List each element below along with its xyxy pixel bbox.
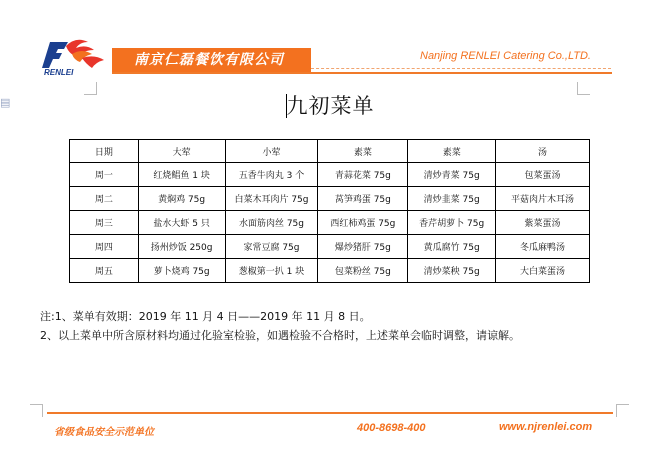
table-cell: 五香牛肉丸 3 个 xyxy=(225,163,318,187)
table-cell: 清炒青菜 75g xyxy=(408,163,496,187)
header-vegetable-2: 素菜 xyxy=(408,140,496,163)
table-cell: 清炒菜秧 75g xyxy=(408,259,496,283)
table-row xyxy=(70,211,590,235)
table-cell: 盐水大虾 5 只 xyxy=(138,211,225,235)
header-dashed-rule xyxy=(311,68,611,69)
footer-phone: 400-8698-400 xyxy=(357,422,426,434)
header-date: 日期 xyxy=(70,140,139,163)
crop-mark-bottom-left xyxy=(30,404,43,417)
table-cell: 青蒜花菜 75g xyxy=(318,163,408,187)
renlei-logo xyxy=(42,36,110,76)
table-cell: 包菜粉丝 75g xyxy=(318,259,408,283)
page-marker-icon: ▤ xyxy=(0,96,11,109)
table-cell: 平菇肉片木耳汤 xyxy=(496,187,590,211)
table-row xyxy=(70,259,590,283)
table-cell: 周一 xyxy=(70,163,139,187)
menu-title: 九初菜单 xyxy=(286,94,375,118)
menu-notes xyxy=(40,307,520,345)
footer-rule xyxy=(47,412,613,414)
table-cell: 香芹胡萝卜 75g xyxy=(408,211,496,235)
table-cell: 白菜木耳肉片 75g xyxy=(225,187,318,211)
menu-table xyxy=(69,139,590,283)
table-cell: 周四 xyxy=(70,235,139,259)
footer-slogan: 省级食品安全示范单位 xyxy=(54,427,154,438)
header-main-meat: 大荤 xyxy=(138,140,225,163)
table-cell: 葱椒第一扒 1 块 xyxy=(225,259,318,283)
logo-text: RENLEI xyxy=(44,68,74,76)
table-header-row xyxy=(70,140,590,163)
note-inspection: 2、以上菜单中所含原材料均通过化验室检验，如遇检验不合格时，上述菜单会临时调整，请谅解。 xyxy=(40,329,520,342)
table-cell: 黄瓜腐竹 75g xyxy=(408,235,496,259)
table-cell: 家常豆腐 75g xyxy=(225,235,318,259)
header-side-meat: 小荤 xyxy=(225,140,318,163)
crop-mark-bottom-right xyxy=(616,404,629,417)
table-cell: 周二 xyxy=(70,187,139,211)
table-row xyxy=(70,163,590,187)
table-cell: 水面筋肉丝 75g xyxy=(225,211,318,235)
table-cell: 大白菜蛋汤 xyxy=(496,259,590,283)
table-row xyxy=(70,187,590,211)
table-cell: 冬瓜麻鸭汤 xyxy=(496,235,590,259)
note-validity: 注:1、菜单有效期：2019 年 11 月 4 日——2019 年 11 月 8 日。 xyxy=(40,310,371,323)
table-cell: 红烧鲳鱼 1 块 xyxy=(138,163,225,187)
table-row xyxy=(70,235,590,259)
footer-url: www.njrenlei.com xyxy=(499,421,593,433)
header-vegetable-1: 素菜 xyxy=(318,140,408,163)
text-cursor xyxy=(286,94,287,118)
header-rule xyxy=(112,72,612,74)
table-cell: 爆炒猪肝 75g xyxy=(318,235,408,259)
table-cell: 萝卜烧鸡 75g xyxy=(138,259,225,283)
company-name-cn: 南京仁磊餐饮有限公司 xyxy=(134,52,284,68)
table-cell: 扬州炒饭 250g xyxy=(138,235,225,259)
table-cell: 包菜蛋汤 xyxy=(496,163,590,187)
table-cell: 清炒韭菜 75g xyxy=(408,187,496,211)
table-cell: 莴笋鸡蛋 75g xyxy=(318,187,408,211)
table-cell: 紫菜蛋汤 xyxy=(496,211,590,235)
table-cell: 周五 xyxy=(70,259,139,283)
table-cell: 黄焖鸡 75g xyxy=(138,187,225,211)
header-soup: 汤 xyxy=(496,140,590,163)
table-cell: 周三 xyxy=(70,211,139,235)
table-cell: 西红柿鸡蛋 75g xyxy=(318,211,408,235)
company-name-en: Nanjing RENLEI Catering Co.,LTD. xyxy=(420,50,591,62)
